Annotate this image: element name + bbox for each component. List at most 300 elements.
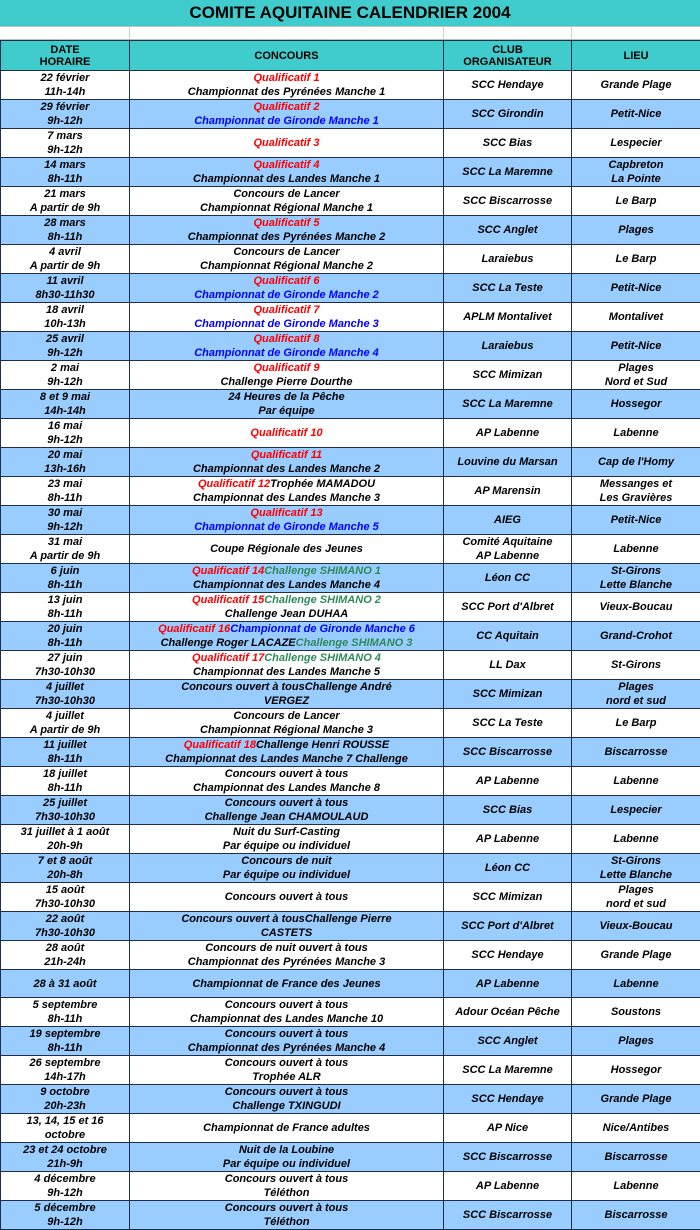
date-cell [1,622,130,651]
lieu-cell [572,71,700,100]
concours-segment: Championnat de Gironde Manche 2 [194,289,379,301]
club-cell: SCC Hendaye [444,941,572,970]
table-row [1,187,700,216]
concours-segment: Par équipe ou individuel [223,840,350,852]
concours-line [131,1172,442,1186]
date-line: 4 juillet [2,680,128,694]
concours-cell [130,767,444,796]
date-cell [1,854,130,883]
date-cell [1,332,130,361]
concours-cell [130,825,444,854]
lieu-cell [572,245,700,274]
header-date [1,41,130,71]
lieu-cell [572,100,700,129]
date-line: 20h-23h [2,1099,128,1113]
lieu-line: Grande Plage [573,78,699,92]
club-cell: CC Aquitain [444,622,572,651]
table-row [1,448,700,477]
concours-segment: Qualificatif 15 [192,594,264,606]
table-row [1,419,700,448]
table-row [1,274,700,303]
date-line: 9h-12h [2,346,128,360]
date-cell [1,100,130,129]
date-cell [1,274,130,303]
table-row [1,1143,700,1172]
club-cell: SCC La Teste [444,274,572,303]
date-line: A partir de 9h [2,723,128,737]
lieu-cell [572,390,700,419]
calendar-table [0,40,700,1230]
club-cell: AP Labenne [444,970,572,998]
concours-segment: Championnat de Gironde Manche 1 [194,115,379,127]
concours-segment: VERGEZ [264,695,309,707]
date-line: 9 octobre [2,1085,128,1099]
concours-line [131,1056,442,1070]
table-row [1,390,700,419]
date-line: 21h-24h [2,955,128,969]
date-cell [1,970,130,998]
lieu-cell [572,506,700,535]
date-line: 14h-17h [2,1070,128,1084]
concours-line [131,977,442,991]
lieu-line: Soustons [573,1005,699,1019]
club-cell: SCC Biscarrosse [444,187,572,216]
club-cell: SCC Port d'Albret [444,912,572,941]
date-line: 5 décembre [2,1201,128,1215]
club-cell [444,535,572,564]
concours-cell [130,216,444,245]
concours-segment: Téléthon [264,1216,310,1228]
concours-cell [130,158,444,187]
concours-line [131,100,442,114]
concours-segment: Concours de nuit ouvert à tous [205,942,368,954]
concours-segment: Challenge Roger LACAZE [161,637,296,649]
date-line: 28 mars [2,216,128,230]
concours-cell [130,854,444,883]
calendar-rows [1,71,700,1230]
concours-segment: Qualificatif 18 [184,739,256,751]
concours-cell [130,1114,444,1143]
table-row [1,622,700,651]
header-club-line-2: ORGANISATEUR [445,56,570,68]
lieu-line: Grande Plage [573,1092,699,1106]
table-row [1,998,700,1027]
lieu-cell [572,187,700,216]
page-title: COMITE AQUITAINE CALENDRIER 2004 [0,0,700,26]
date-line: 9h-12h [2,520,128,534]
concours-segment: Par équipe [258,405,314,417]
date-line: 8h-11h [2,607,128,621]
date-line: 22 février [2,71,128,85]
concours-line [131,1121,442,1135]
concours-segment: Nuit du Surf-Casting [233,826,340,838]
concours-cell [130,593,444,622]
date-line: 7h30-10h30 [2,897,128,911]
date-line: 9h-12h [2,114,128,128]
lieu-cell [572,651,700,680]
concours-cell [130,100,444,129]
concours-segment: Championnat Régional Manche 3 [200,724,373,736]
concours-line [131,187,442,201]
concours-segment: Challenge Jean DUHAA [225,608,348,620]
date-cell [1,651,130,680]
concours-line [131,1143,442,1157]
concours-line [131,346,442,360]
date-cell [1,71,130,100]
date-line: 31 juillet à 1 août [2,825,128,839]
concours-line [131,926,442,940]
date-line: 14h-14h [2,404,128,418]
date-line: 7h30-10h30 [2,926,128,940]
club-cell: SCC Biscarrosse [444,1201,572,1230]
lieu-cell [572,970,700,998]
lieu-line: Petit-Nice [573,281,699,295]
date-line: 4 avril [2,245,128,259]
concours-cell [130,71,444,100]
club-cell: SCC Anglet [444,1027,572,1056]
concours-segment: Qualificatif 16 [158,623,230,635]
date-line: A partir de 9h [2,549,128,563]
concours-segment: Challenge Jean CHAMOULAUD [205,811,369,823]
date-line: 16 mai [2,419,128,433]
club-cell: SCC Hendaye [444,71,572,100]
concours-segment: Challenge André [305,681,392,693]
concours-cell [130,419,444,448]
club-cell: AP Labenne [444,825,572,854]
date-line: 20h-8h [2,868,128,882]
club-cell: SCC La Teste [444,709,572,738]
date-line: A partir de 9h [2,201,128,215]
lieu-line: Plages [573,361,699,375]
date-line: 4 juillet [2,709,128,723]
concours-cell [130,883,444,912]
concours-line [131,136,442,150]
table-row [1,71,700,100]
lieu-cell [572,941,700,970]
date-cell [1,883,130,912]
lieu-line: nord et sud [573,897,699,911]
concours-line [131,404,442,418]
lieu-cell [572,883,700,912]
table-row [1,680,700,709]
club-cell: Adour Océan Pêche [444,998,572,1027]
lieu-line: St-Girons [573,854,699,868]
date-cell [1,448,130,477]
lieu-line: Petit-Nice [573,513,699,527]
concours-segment: Qualificatif 7 [253,304,319,316]
concours-segment: Qualificatif 5 [253,217,319,229]
concours-cell [130,129,444,158]
concours-segment: Téléthon [264,1187,310,1199]
date-line: 6 juin [2,564,128,578]
concours-cell [130,1172,444,1201]
lieu-line: Montalivet [573,310,699,324]
lieu-cell [572,738,700,767]
concours-line [131,245,442,259]
lieu-line: Petit-Nice [573,107,699,121]
concours-cell [130,477,444,506]
concours-line [131,71,442,85]
date-line: 8h-11h [2,578,128,592]
concours-line [131,941,442,955]
concours-line [131,375,442,389]
concours-line [131,303,442,317]
date-line: 18 avril [2,303,128,317]
concours-line [131,680,442,694]
concours-cell [130,912,444,941]
concours-segment: Challenge Pierre [305,913,392,925]
header-spacer-row [0,26,700,40]
club-cell: Laraiebus [444,245,572,274]
club-cell: AIEG [444,506,572,535]
concours-segment: Coupe Régionale des Jeunes [210,543,363,555]
concours-line [131,542,442,556]
table-row [1,361,700,390]
table-row [1,245,700,274]
table-row [1,216,700,245]
club-cell: SCC Biscarrosse [444,738,572,767]
lieu-line: Hossegor [573,397,699,411]
lieu-line: Labenne [573,1179,699,1193]
date-line: 9h-12h [2,1186,128,1200]
lieu-line: Labenne [573,426,699,440]
concours-segment: Concours ouvert à tous [225,1202,348,1214]
lieu-cell [572,1114,700,1143]
lieu-cell [572,1172,700,1201]
concours-cell [130,1201,444,1230]
concours-segment: Qualificatif 13 [250,507,322,519]
date-line: 20 mai [2,448,128,462]
date-line: 21 mars [2,187,128,201]
header-club [444,41,572,71]
date-line: 23 mai [2,477,128,491]
concours-segment: Qualificatif 2 [253,101,319,113]
concours-segment: Challenge Pierre Dourthe [220,376,352,388]
date-line: 8h-11h [2,781,128,795]
concours-cell [130,1085,444,1114]
lieu-cell [572,1143,700,1172]
lieu-line: Le Barp [573,716,699,730]
concours-line [131,1186,442,1200]
concours-line [131,448,442,462]
concours-segment: CASTETS [261,927,312,939]
concours-line [131,622,442,636]
date-cell [1,477,130,506]
lieu-cell [572,998,700,1027]
club-cell: APLM Montalivet [444,303,572,332]
lieu-line: Labenne [573,832,699,846]
lieu-line: Vieux-Boucau [573,919,699,933]
date-line: 13h-16h [2,462,128,476]
lieu-cell [572,593,700,622]
date-line: 13 juin [2,593,128,607]
date-cell [1,796,130,825]
lieu-line: Grand-Crohot [573,629,699,643]
date-cell [1,680,130,709]
date-line: octobre [2,1128,128,1142]
date-line: 8h-11h [2,1041,128,1055]
date-cell [1,1085,130,1114]
lieu-line: Messanges et [573,477,699,491]
concours-cell [130,796,444,825]
concours-cell [130,274,444,303]
date-cell [1,998,130,1027]
table-row [1,506,700,535]
concours-line [131,158,442,172]
date-line: 11h-14h [2,85,128,99]
concours-line [131,1201,442,1215]
club-cell: AP Labenne [444,419,572,448]
table-row [1,477,700,506]
lieu-cell [572,1085,700,1114]
lieu-cell [572,622,700,651]
concours-segment: Championnat Régional Manche 1 [200,202,373,214]
concours-line [131,114,442,128]
concours-line [131,767,442,781]
concours-segment: Qualificatif 1 [253,72,319,84]
concours-cell [130,187,444,216]
date-line: 13, 14, 15 et 16 [2,1114,128,1128]
concours-line [131,201,442,215]
concours-line [131,998,442,1012]
club-cell: AP Nice [444,1114,572,1143]
concours-line [131,1070,442,1084]
concours-segment: Championnat de Gironde Manche 5 [194,521,379,533]
concours-segment: Qualificatif 14 [192,565,264,577]
club-cell: SCC La Maremne [444,390,572,419]
date-cell [1,245,130,274]
concours-cell [130,651,444,680]
date-line: 15 août [2,883,128,897]
date-line: A partir de 9h [2,259,128,273]
concours-cell [130,245,444,274]
lieu-line: Lespecier [573,136,699,150]
club-cell: AP Marensin [444,477,572,506]
lieu-line: Plages [573,223,699,237]
date-cell [1,1172,130,1201]
header-club-line-1: CLUB [445,44,570,56]
date-line: 4 décembre [2,1172,128,1186]
date-cell [1,1114,130,1143]
club-cell: SCC Mimizan [444,680,572,709]
lieu-cell [572,129,700,158]
club-cell: SCC Anglet [444,216,572,245]
date-cell [1,709,130,738]
concours-line [131,564,442,578]
concours-segment: 24 Heures de la Pêche [228,391,344,403]
concours-segment: Championnat de Gironde Manche 3 [194,318,379,330]
concours-segment: Concours ouvert à tous [225,768,348,780]
concours-line [131,1215,442,1229]
club-cell: SCC Bias [444,129,572,158]
concours-segment: Qualificatif 4 [253,159,319,171]
club-cell: AP Labenne [444,1172,572,1201]
concours-segment: Challenge Henri ROUSSE [256,739,389,751]
lieu-line: St-Girons [573,658,699,672]
concours-line [131,259,442,273]
concours-segment: Championnat de Gironde Manche 4 [194,347,379,359]
lieu-cell [572,564,700,593]
date-cell [1,216,130,245]
club-cell: SCC Hendaye [444,1085,572,1114]
date-line: 26 septembre [2,1056,128,1070]
concours-cell [130,1056,444,1085]
lieu-line: Biscarrosse [573,1208,699,1222]
concours-cell [130,390,444,419]
date-line: 27 juin [2,651,128,665]
date-line: 28 août [2,941,128,955]
concours-line [131,825,442,839]
lieu-line: Le Barp [573,252,699,266]
concours-cell [130,622,444,651]
club-cell: SCC La Maremne [444,158,572,187]
date-line: 25 avril [2,332,128,346]
table-row [1,129,700,158]
concours-cell [130,361,444,390]
header-date-line-1: DATE [2,44,128,56]
date-cell [1,129,130,158]
date-cell [1,1056,130,1085]
concours-segment: Championnat de France des Jeunes [192,978,380,990]
concours-segment: Championnat des Pyrénées Manche 4 [188,1042,385,1054]
lieu-cell [572,361,700,390]
date-line: 9h-12h [2,143,128,157]
table-row [1,883,700,912]
lieu-line: Nord et Sud [573,375,699,389]
table-row [1,941,700,970]
lieu-cell [572,854,700,883]
concours-line [131,890,442,904]
club-cell: SCC Mimizan [444,883,572,912]
table-row [1,1085,700,1114]
header-concours: CONCOURS [130,41,444,71]
concours-line [131,796,442,810]
lieu-cell [572,332,700,361]
concours-segment: Championnat des Landes Manche 7 Challenge [165,753,408,765]
date-line: 21h-9h [2,1157,128,1171]
club-cell: SCC Port d'Albret [444,593,572,622]
concours-line [131,426,442,440]
concours-cell [130,332,444,361]
concours-cell [130,506,444,535]
table-row [1,1027,700,1056]
concours-segment: Concours ouvert à tous [181,913,304,925]
concours-cell [130,941,444,970]
concours-cell [130,680,444,709]
concours-segment: Championnat des Pyrénées Manche 1 [188,86,385,98]
concours-line [131,1157,442,1171]
concours-line [131,361,442,375]
concours-line [131,651,442,665]
concours-segment: Championnat de Gironde Manche 6 [230,623,415,635]
concours-segment: Qualificatif 12 [198,478,270,490]
concours-cell [130,535,444,564]
concours-segment: Concours ouvert à tous [181,681,304,693]
date-line: 8h-11h [2,491,128,505]
table-row [1,1172,700,1201]
concours-line [131,578,442,592]
concours-line [131,1085,442,1099]
concours-cell [130,303,444,332]
concours-segment: Concours de Lancer [233,710,339,722]
concours-segment: Championnat des Landes Manche 2 [193,463,380,475]
date-cell [1,535,130,564]
date-line: 9h-12h [2,375,128,389]
concours-segment: Concours de Lancer [233,246,339,258]
lieu-line: Petit-Nice [573,339,699,353]
concours-segment: Concours de nuit [241,855,331,867]
date-line: 18 juillet [2,767,128,781]
